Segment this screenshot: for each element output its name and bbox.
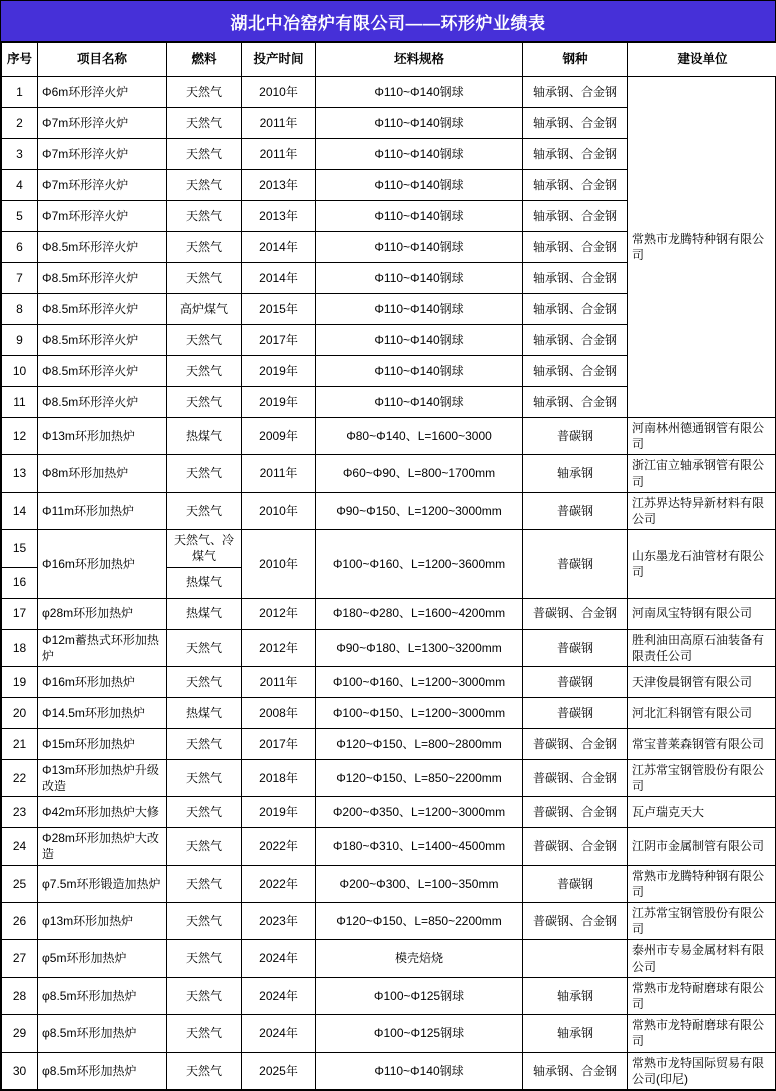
cell-billet: Φ110~Φ140钢球 (316, 108, 523, 139)
cell-builder: 瓦卢瑞克天大 (628, 797, 776, 828)
cell-steel: 普碳钢 (523, 418, 628, 455)
cell-steel (523, 940, 628, 977)
cell-year: 2019年 (242, 387, 316, 418)
cell-year: 2010年 (242, 530, 316, 598)
cell-year: 2024年 (242, 977, 316, 1014)
cell-index: 8 (2, 294, 38, 325)
cell-year: 2014年 (242, 232, 316, 263)
cell-fuel: 天然气 (167, 797, 242, 828)
cell-project: φ8.5m环形加热炉 (38, 977, 167, 1014)
cell-index: 23 (2, 797, 38, 828)
cell-builder: 山东墨龙石油管材有限公司 (628, 530, 776, 598)
cell-billet: Φ100~Φ125钢球 (316, 977, 523, 1014)
table-row (2, 940, 776, 977)
cell-project: Φ8.5m环形淬火炉 (38, 387, 167, 418)
col-header-billet: 坯料规格 (316, 43, 523, 77)
cell-index: 28 (2, 977, 38, 1014)
cell-project: Φ42m环形加热炉大修 (38, 797, 167, 828)
performance-table (1, 42, 776, 1090)
cell-fuel: 天然气 (167, 492, 242, 529)
cell-fuel: 天然气 (167, 728, 242, 759)
cell-year: 2011年 (242, 455, 316, 492)
cell-fuel: 天然气 (167, 455, 242, 492)
cell-steel: 普碳钢、合金钢 (523, 903, 628, 940)
cell-fuel: 天然气 (167, 139, 242, 170)
cell-billet: Φ110~Φ140钢球 (316, 1052, 523, 1089)
cell-steel: 轴承钢 (523, 1015, 628, 1052)
cell-fuel: 天然气 (167, 387, 242, 418)
cell-index: 24 (2, 828, 38, 865)
cell-project: φ13m环形加热炉 (38, 903, 167, 940)
cell-year: 2010年 (242, 77, 316, 108)
cell-builder: 江阴市金属制管有限公司 (628, 828, 776, 865)
table-row (2, 728, 776, 759)
cell-index: 1 (2, 77, 38, 108)
table-header (2, 43, 776, 77)
table-row (2, 865, 776, 902)
cell-project: Φ8.5m环形淬火炉 (38, 325, 167, 356)
cell-project: Φ7m环形淬火炉 (38, 108, 167, 139)
cell-steel: 普碳钢、合金钢 (523, 828, 628, 865)
table-row (2, 1015, 776, 1052)
cell-project: Φ13m环形加热炉升级改造 (38, 759, 167, 796)
cell-steel: 轴承钢 (523, 977, 628, 1014)
cell-year: 2022年 (242, 865, 316, 902)
cell-fuel: 天然气 (167, 356, 242, 387)
table-row (2, 759, 776, 796)
cell-year: 2024年 (242, 940, 316, 977)
cell-fuel: 热煤气 (167, 598, 242, 629)
cell-billet: Φ110~Φ140钢球 (316, 77, 523, 108)
cell-project: Φ16m环形加热炉 (38, 530, 167, 598)
cell-steel: 轴承钢、合金钢 (523, 77, 628, 108)
cell-fuel: 热煤气 (167, 418, 242, 455)
cell-index: 21 (2, 728, 38, 759)
cell-project: Φ7m环形淬火炉 (38, 201, 167, 232)
cell-fuel: 天然气 (167, 108, 242, 139)
cell-index: 2 (2, 108, 38, 139)
cell-builder: 江苏常宝钢管股份有限公司 (628, 759, 776, 796)
cell-builder: 常宝普莱森钢管有限公司 (628, 728, 776, 759)
cell-index: 6 (2, 232, 38, 263)
table-row (2, 666, 776, 697)
cell-steel: 轴承钢、合金钢 (523, 108, 628, 139)
col-header-fuel: 燃料 (167, 43, 242, 77)
cell-fuel: 天然气 (167, 977, 242, 1014)
cell-project: φ7.5m环形锻造加热炉 (38, 865, 167, 902)
cell-steel: 普碳钢、合金钢 (523, 728, 628, 759)
cell-year: 2022年 (242, 828, 316, 865)
col-header-steel: 钢种 (523, 43, 628, 77)
cell-fuel: 天然气 (167, 325, 242, 356)
cell-index: 19 (2, 666, 38, 697)
cell-project: Φ8.5m环形淬火炉 (38, 263, 167, 294)
cell-fuel: 天然气 (167, 1052, 242, 1089)
cell-fuel: 天然气 (167, 666, 242, 697)
cell-billet: Φ110~Φ140钢球 (316, 325, 523, 356)
cell-index: 5 (2, 201, 38, 232)
cell-billet: Φ100~Φ150、L=1200~3000mm (316, 697, 523, 728)
cell-billet: Φ80~Φ140、L=1600~3000 (316, 418, 523, 455)
cell-year: 2011年 (242, 666, 316, 697)
cell-year: 2008年 (242, 697, 316, 728)
cell-builder: 常熟市龙特耐磨球有限公司 (628, 977, 776, 1014)
cell-billet: Φ60~Φ90、L=800~1700mm (316, 455, 523, 492)
cell-project: Φ8.5m环形淬火炉 (38, 232, 167, 263)
cell-builder: 胜利油田高原石油装备有限责任公司 (628, 629, 776, 666)
cell-steel: 普碳钢、合金钢 (523, 797, 628, 828)
cell-billet: Φ90~Φ150、L=1200~3000mm (316, 492, 523, 529)
cell-index: 14 (2, 492, 38, 529)
cell-index: 13 (2, 455, 38, 492)
cell-fuel: 天然气 (167, 629, 242, 666)
cell-index: 22 (2, 759, 38, 796)
cell-project: Φ14.5m环形加热炉 (38, 697, 167, 728)
cell-year: 2019年 (242, 797, 316, 828)
cell-year: 2009年 (242, 418, 316, 455)
cell-billet: 模壳焙烧 (316, 940, 523, 977)
cell-index: 10 (2, 356, 38, 387)
cell-project: φ8.5m环形加热炉 (38, 1015, 167, 1052)
cell-billet: Φ120~Φ150、L=800~2800mm (316, 728, 523, 759)
cell-index: 17 (2, 598, 38, 629)
cell-year: 2013年 (242, 201, 316, 232)
cell-builder: 河北汇科钢管有限公司 (628, 697, 776, 728)
cell-billet: Φ100~Φ125钢球 (316, 1015, 523, 1052)
cell-steel: 轴承钢、合金钢 (523, 139, 628, 170)
cell-index: 20 (2, 697, 38, 728)
cell-project: Φ15m环形加热炉 (38, 728, 167, 759)
cell-steel: 普碳钢 (523, 629, 628, 666)
cell-billet: Φ110~Φ140钢球 (316, 170, 523, 201)
cell-year: 2012年 (242, 598, 316, 629)
cell-builder: 江苏常宝钢管股份有限公司 (628, 903, 776, 940)
cell-year: 2010年 (242, 492, 316, 529)
cell-billet: Φ110~Φ140钢球 (316, 139, 523, 170)
cell-billet: Φ100~Φ160、L=1200~3600mm (316, 530, 523, 598)
cell-project: Φ28m环形加热炉大改造 (38, 828, 167, 865)
cell-project: Φ12m蓄热式环形加热炉 (38, 629, 167, 666)
cell-index: 30 (2, 1052, 38, 1089)
cell-fuel: 天然气 (167, 1015, 242, 1052)
cell-steel: 轴承钢 (523, 455, 628, 492)
cell-steel: 普碳钢 (523, 697, 628, 728)
cell-project: Φ8.5m环形淬火炉 (38, 294, 167, 325)
cell-steel: 普碳钢、合金钢 (523, 598, 628, 629)
cell-steel: 轴承钢、合金钢 (523, 201, 628, 232)
cell-billet: Φ110~Φ140钢球 (316, 263, 523, 294)
cell-fuel: 天然气 (167, 170, 242, 201)
cell-index: 7 (2, 263, 38, 294)
cell-builder: 江苏界达特异新材料有限公司 (628, 492, 776, 529)
cell-billet: Φ180~Φ280、L=1600~4200mm (316, 598, 523, 629)
cell-year: 2023年 (242, 903, 316, 940)
cell-steel: 普碳钢 (523, 530, 628, 598)
cell-fuel: 天然气 (167, 232, 242, 263)
table-row (2, 629, 776, 666)
cell-year: 2025年 (242, 1052, 316, 1089)
cell-billet: Φ90~Φ180、L=1300~3200mm (316, 629, 523, 666)
cell-steel: 普碳钢 (523, 865, 628, 902)
cell-index: 26 (2, 903, 38, 940)
cell-steel: 轴承钢、合金钢 (523, 263, 628, 294)
cell-project: Φ6m环形淬火炉 (38, 77, 167, 108)
col-header-year: 投产时间 (242, 43, 316, 77)
table-row (2, 977, 776, 1014)
cell-fuel: 天然气 (167, 828, 242, 865)
cell-year: 2012年 (242, 629, 316, 666)
cell-year: 2015年 (242, 294, 316, 325)
table-row (2, 418, 776, 455)
cell-billet: Φ110~Φ140钢球 (316, 294, 523, 325)
cell-fuel: 高炉煤气 (167, 294, 242, 325)
cell-builder: 常熟市龙特耐磨球有限公司 (628, 1015, 776, 1052)
cell-fuel: 天然气、冷煤气 (167, 530, 242, 567)
cell-billet: Φ110~Φ140钢球 (316, 356, 523, 387)
cell-year: 2014年 (242, 263, 316, 294)
header-row (2, 43, 776, 77)
table-row (2, 598, 776, 629)
cell-index: 25 (2, 865, 38, 902)
cell-project: φ8.5m环形加热炉 (38, 1052, 167, 1089)
table-row (2, 455, 776, 492)
cell-project: Φ16m环形加热炉 (38, 666, 167, 697)
table-row (2, 530, 776, 567)
col-header-project: 项目名称 (38, 43, 167, 77)
cell-billet: Φ120~Φ150、L=850~2200mm (316, 759, 523, 796)
cell-billet: Φ200~Φ350、L=1200~3000mm (316, 797, 523, 828)
cell-year: 2011年 (242, 139, 316, 170)
cell-billet: Φ180~Φ310、L=1400~4500mm (316, 828, 523, 865)
cell-index: 9 (2, 325, 38, 356)
cell-project: φ5m环形加热炉 (38, 940, 167, 977)
cell-builder: 河南凤宝特钢有限公司 (628, 598, 776, 629)
cell-year: 2011年 (242, 108, 316, 139)
table-row (2, 797, 776, 828)
page-title: 湖北中冶窑炉有限公司——环形炉业绩表 (1, 1, 775, 42)
table-row (2, 828, 776, 865)
cell-billet: Φ100~Φ160、L=1200~3000mm (316, 666, 523, 697)
cell-project: Φ11m环形加热炉 (38, 492, 167, 529)
cell-project: φ28m环形加热炉 (38, 598, 167, 629)
table-row (2, 1052, 776, 1089)
cell-index: 11 (2, 387, 38, 418)
cell-builder: 泰州市专易金属材料有限公司 (628, 940, 776, 977)
col-header-builder: 建设单位 (628, 43, 776, 77)
cell-fuel: 热煤气 (167, 697, 242, 728)
cell-steel: 轴承钢、合金钢 (523, 294, 628, 325)
cell-steel: 轴承钢、合金钢 (523, 325, 628, 356)
cell-index: 3 (2, 139, 38, 170)
cell-index: 12 (2, 418, 38, 455)
table-row (2, 77, 776, 108)
cell-builder: 河南林州德通钢管有限公司 (628, 418, 776, 455)
cell-fuel: 天然气 (167, 903, 242, 940)
table-row (2, 903, 776, 940)
cell-fuel: 天然气 (167, 759, 242, 796)
cell-index: 27 (2, 940, 38, 977)
cell-billet: Φ110~Φ140钢球 (316, 232, 523, 263)
cell-builder: 浙江宙立轴承钢管有限公司 (628, 455, 776, 492)
cell-year: 2017年 (242, 728, 316, 759)
cell-index: 4 (2, 170, 38, 201)
cell-year: 2013年 (242, 170, 316, 201)
cell-steel: 普碳钢、合金钢 (523, 759, 628, 796)
cell-fuel: 天然气 (167, 263, 242, 294)
cell-index: 29 (2, 1015, 38, 1052)
cell-billet: Φ120~Φ150、L=850~2200mm (316, 903, 523, 940)
cell-fuel: 天然气 (167, 940, 242, 977)
cell-builder: 常熟市龙腾特种钢有限公司 (628, 865, 776, 902)
cell-steel: 轴承钢、合金钢 (523, 356, 628, 387)
cell-index: 16 (2, 567, 38, 598)
table-row (2, 492, 776, 529)
table-row (2, 697, 776, 728)
cell-fuel: 天然气 (167, 201, 242, 232)
cell-project: Φ8.5m环形淬火炉 (38, 356, 167, 387)
cell-fuel: 热煤气 (167, 567, 242, 598)
cell-index: 18 (2, 629, 38, 666)
cell-project: Φ13m环形加热炉 (38, 418, 167, 455)
performance-table-body (2, 77, 776, 1090)
cell-year: 2018年 (242, 759, 316, 796)
cell-builder: 常熟市龙特国际贸易有限公司(印尼) (628, 1052, 776, 1089)
cell-builder: 天津俊晨钢管有限公司 (628, 666, 776, 697)
cell-steel: 轴承钢、合金钢 (523, 1052, 628, 1089)
cell-year: 2024年 (242, 1015, 316, 1052)
cell-year: 2017年 (242, 325, 316, 356)
cell-builder: 常熟市龙腾特种钢有限公司 (628, 77, 776, 418)
col-header-index: 序号 (2, 43, 38, 77)
cell-steel: 普碳钢 (523, 492, 628, 529)
cell-project: Φ7m环形淬火炉 (38, 170, 167, 201)
cell-billet: Φ200~Φ300、L=100~350mm (316, 865, 523, 902)
cell-fuel: 天然气 (167, 77, 242, 108)
cell-billet: Φ110~Φ140钢球 (316, 201, 523, 232)
cell-project: Φ7m环形淬火炉 (38, 139, 167, 170)
cell-fuel: 天然气 (167, 865, 242, 902)
cell-steel: 轴承钢、合金钢 (523, 387, 628, 418)
cell-steel: 普碳钢 (523, 666, 628, 697)
cell-index: 15 (2, 530, 38, 567)
cell-steel: 轴承钢、合金钢 (523, 232, 628, 263)
cell-year: 2019年 (242, 356, 316, 387)
cell-project: Φ8m环形加热炉 (38, 455, 167, 492)
cell-billet: Φ110~Φ140钢球 (316, 387, 523, 418)
cell-steel: 轴承钢、合金钢 (523, 170, 628, 201)
